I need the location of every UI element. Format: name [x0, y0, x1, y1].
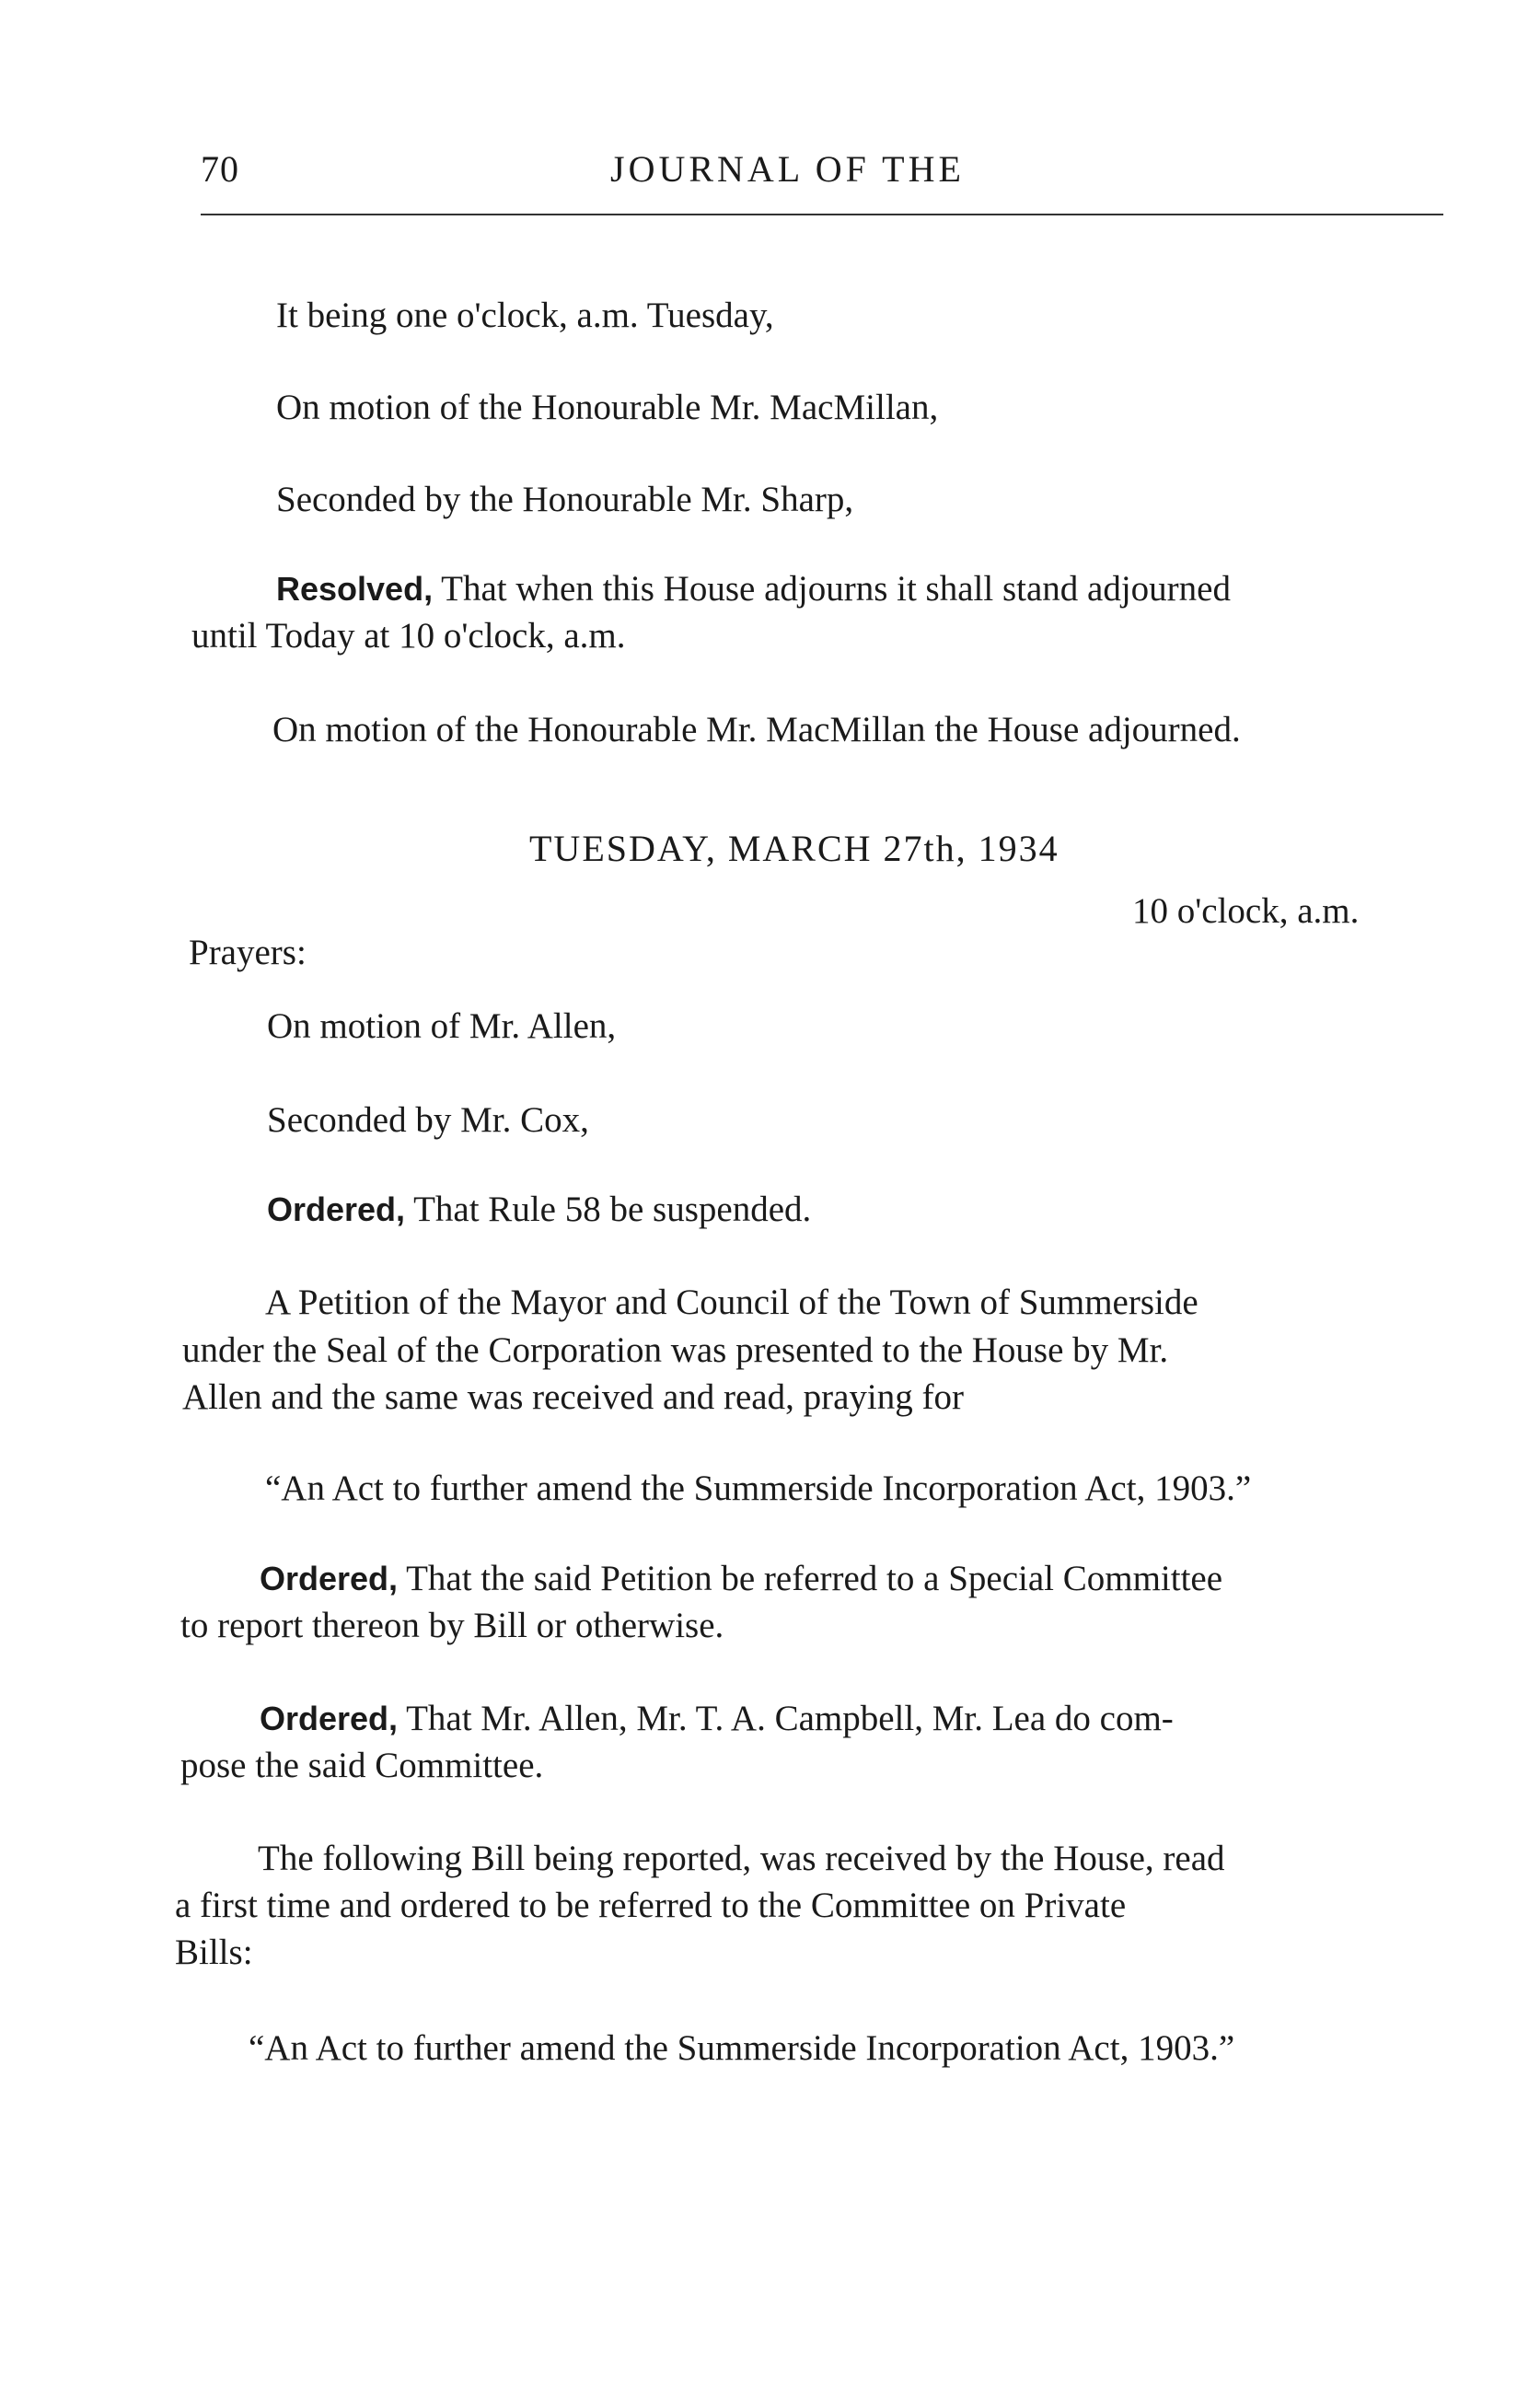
adjourned-line: On motion of the Honourable Mr. MacMillan the House adjourned.	[272, 710, 1241, 749]
petition-act-title: “An Act to further amend the Summerside Incorporation Act, 1903.”	[265, 1468, 1252, 1508]
ordered-rule-text: That Rule 58 be suspended.	[405, 1190, 812, 1229]
order-1-line-1	[260, 1554, 1222, 1604]
text-line: It being one o'clock, a.m. Tuesday,	[276, 296, 774, 335]
order-2-line-1	[260, 1694, 1174, 1744]
order-2-line-2: pose the said Committee.	[180, 1746, 544, 1785]
order-2-text: That Mr. Allen, Mr. T. A. Campbell, Mr. Lea do com-	[398, 1699, 1174, 1738]
bill-line-2: a first time and ordered to be referred to the Committee on Private	[175, 1886, 1127, 1925]
running-head: JOURNAL OF THE	[610, 148, 965, 190]
sitting-time: 10 o'clock, a.m.	[1132, 891, 1360, 931]
bill-act-title: “An Act to further amend the Summerside Incorporation Act, 1903.”	[249, 2028, 1235, 2068]
order-1-line-2: to report thereon by Bill or otherwise.	[180, 1606, 724, 1645]
sitting-date-heading: TUESDAY, MARCH 27th, 1934	[529, 828, 1059, 869]
petition-line-3: Allen and the same was received and read, praying for	[182, 1377, 964, 1417]
text-line: On motion of the Honourable Mr. MacMillan,	[276, 388, 939, 427]
page-header	[201, 147, 1443, 203]
header-rule	[201, 214, 1443, 215]
petition-line-1: A Petition of the Mayor and Council of the Town of Summerside	[265, 1283, 1198, 1322]
seconded-line: Seconded by Mr. Cox,	[267, 1100, 589, 1140]
resolved-line	[276, 564, 1231, 614]
page-number: 70	[201, 148, 239, 190]
motion-line: On motion of Mr. Allen,	[267, 1006, 617, 1046]
prayers-label: Prayers:	[189, 933, 307, 972]
order-1-text: That the said Petition be referred to a Special Committee	[398, 1559, 1223, 1598]
order-2-label: Ordered,	[260, 1700, 399, 1737]
resolved-line-2: until Today at 10 o'clock, a.m.	[191, 616, 626, 656]
petition-line-2: under the Seal of the Corporation was presented to the House by Mr.	[182, 1330, 1169, 1370]
ordered-label: Ordered,	[267, 1190, 406, 1228]
resolved-text: That when this House adjourns it shall stand adjourned	[433, 569, 1231, 609]
ordered-rule-line	[267, 1185, 811, 1235]
resolved-label: Resolved,	[276, 570, 434, 608]
order-1-label: Ordered,	[260, 1560, 399, 1597]
bill-line-1: The following Bill being reported, was received by the House, read	[258, 1839, 1225, 1878]
bill-line-3: Bills:	[175, 1933, 253, 1972]
text-line: Seconded by the Honourable Mr. Sharp,	[276, 480, 854, 519]
